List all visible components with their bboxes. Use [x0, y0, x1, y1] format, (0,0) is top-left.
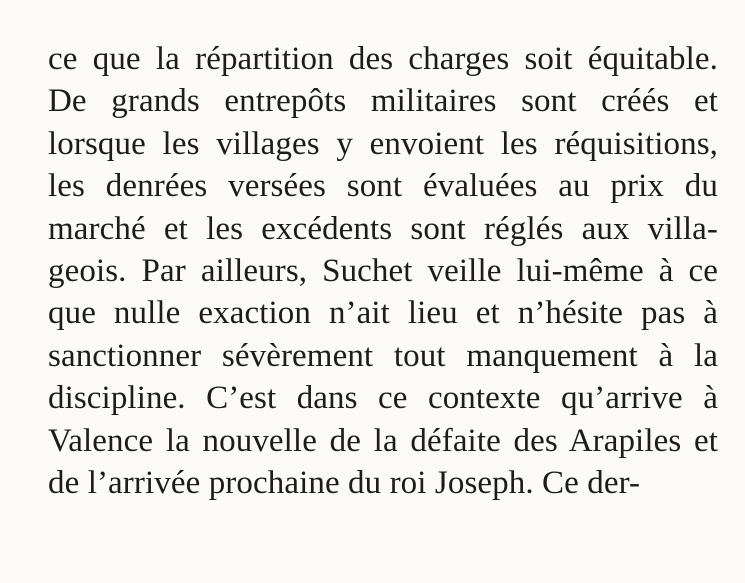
text-line: ce que la répartition des charges soit équitable. — [48, 41, 718, 77]
text-line: marché et les excédents sont réglés aux villa- — [48, 210, 718, 247]
text-line: de l’arrivée prochaine du roi Joseph. Ce der- — [48, 464, 641, 501]
body-text — [48, 38, 718, 504]
text-line: lorsque les villages y envoient les réquisitions, — [48, 125, 718, 162]
text-line: De grands entrepôts militaires sont créés et — [48, 83, 718, 120]
text-line: discipline. C’est dans ce contexte qu’arrive à — [48, 380, 718, 417]
text-line: les denrées versées sont évaluées au prix du — [48, 168, 718, 205]
text-line: Valence la nouvelle de la défaite des Arapiles et — [48, 422, 718, 459]
text-line: que nulle exaction n’ait lieu et n’hésite pas à — [48, 295, 718, 332]
text-line: sanctionner sévèrement tout manquement à la — [48, 337, 718, 374]
text-line: geois. Par ailleurs, Suchet veille lui-même à ce — [48, 252, 718, 289]
